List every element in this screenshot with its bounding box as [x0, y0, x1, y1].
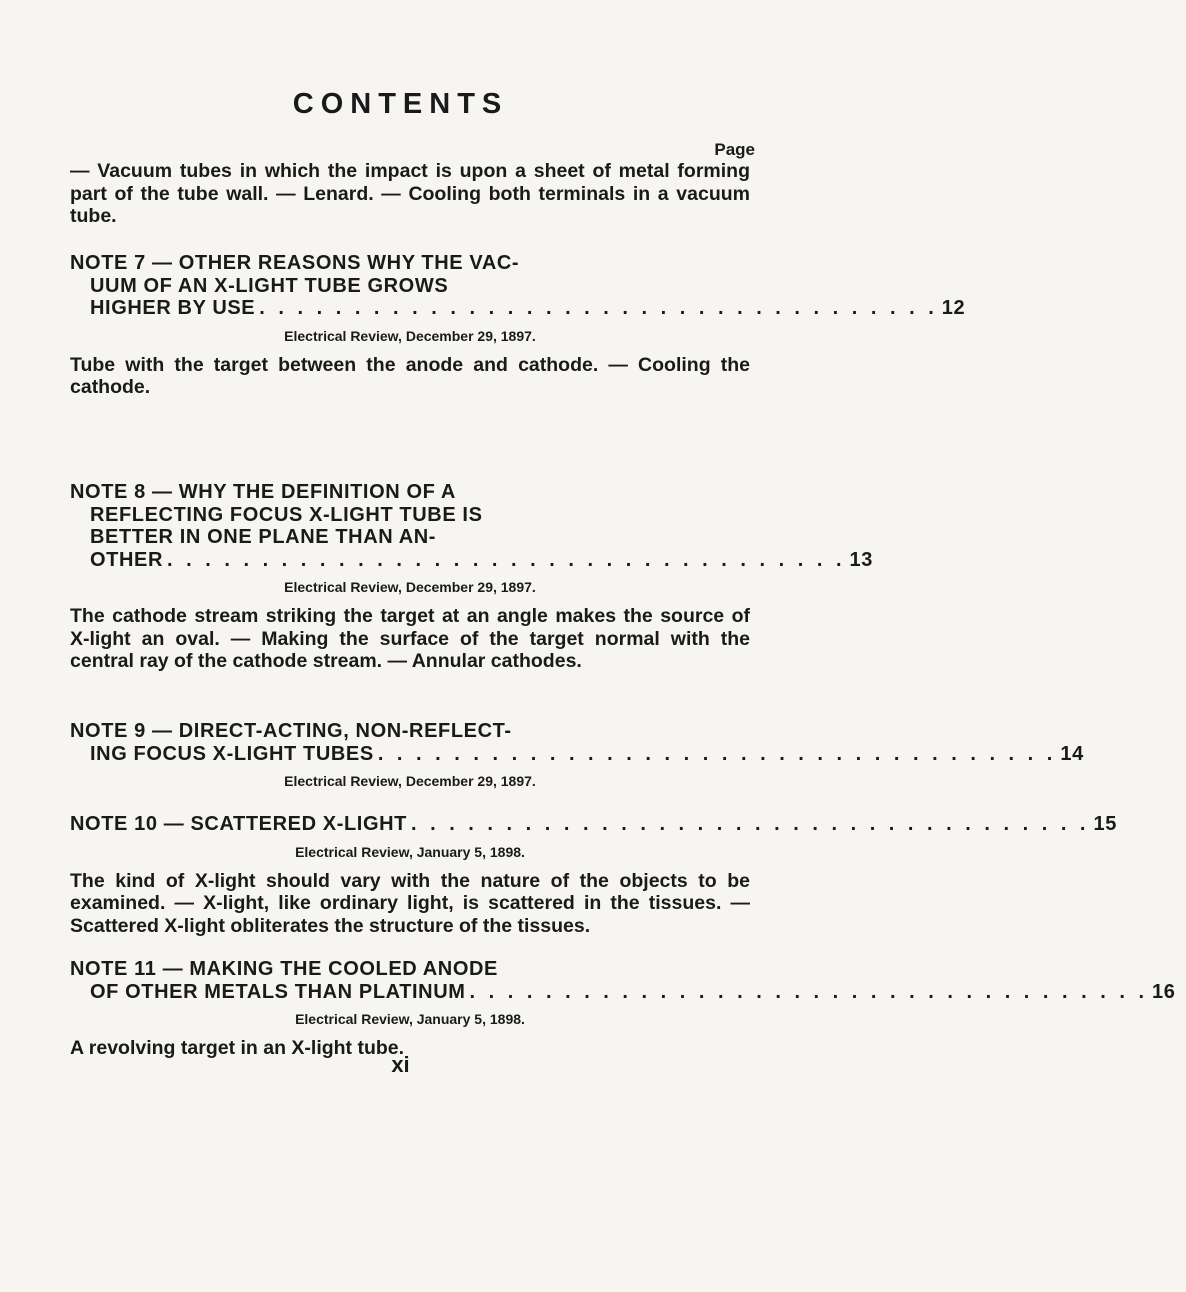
page-number: 13 — [849, 548, 873, 571]
page-column-label: Page — [714, 140, 755, 159]
note-heading-line: OF OTHER METALS THAN PLATINUM — [90, 980, 466, 1003]
note-heading-line: NOTE 8 — WHY THE DEFINITION OF A — [70, 481, 456, 503]
note-10 — [70, 813, 1117, 937]
note-heading-line: NOTE 10 — SCATTERED X-LIGHT — [70, 813, 407, 835]
toc-entry-line — [70, 297, 966, 320]
note-heading-line: REFLECTING FOCUS X-LIGHT TUBE IS — [90, 503, 483, 526]
note-heading-line: NOTE 11 — MAKING THE COOLED ANODE — [70, 958, 498, 980]
note-heading — [70, 252, 966, 320]
page-number: 14 — [1060, 742, 1084, 765]
source-citation: Electrical Review, December 29, 1897. — [284, 327, 536, 344]
dot-leader: . . . . . . . . . . . . . . . . . . . . . . . . . . . . . . . . . . . . — [377, 742, 1057, 765]
page-title: CONTENTS — [292, 88, 509, 120]
note-heading — [70, 813, 1117, 836]
source-citation: Electrical Review, January 5, 1898. — [295, 843, 525, 860]
note-summary: The kind of X-light should vary with the nature of the objects to be examined. — X-light, like ordinary light, is scattered in the tissues. — Scattered X-light obliterates the structure of the tissues. — [70, 869, 750, 937]
note-heading-line: BETTER IN ONE PLANE THAN AN- — [90, 526, 437, 548]
note-heading — [70, 481, 873, 571]
note-heading — [70, 720, 1084, 765]
dot-leader: . . . . . . . . . . . . . . . . . . . . . . . . . . . . . . . . . . . . — [259, 297, 938, 319]
note-7 — [70, 252, 966, 399]
intro-paragraph: — Vacuum tubes in which the impact is upon a sheet of metal forming part of the tube wall. — Lenard. — Cooling both terminals in a vacuum tube. — [70, 160, 750, 227]
page-number: 16 — [1152, 980, 1176, 1003]
page-number: 15 — [1093, 813, 1117, 835]
source-citation: Electrical Review, December 29, 1897. — [284, 773, 536, 789]
toc-entry-line — [70, 980, 1176, 1004]
note-summary: Tube with the target between the anode and cathode. — Cooling the cathode. — [70, 353, 750, 398]
page-number: 12 — [941, 297, 966, 319]
note-heading-line: UUM OF AN X-LIGHT TUBE GROWS — [90, 274, 449, 297]
note-summary: A revolving target in an X-light tube. — [70, 1037, 405, 1059]
note-heading-line: OTHER — [90, 548, 163, 571]
note-heading-line: NOTE 7 — OTHER REASONS WHY THE VAC- — [70, 252, 520, 274]
note-heading-line: NOTE 9 — DIRECT-ACTING, NON-REFLECT- — [70, 720, 512, 742]
note-summary: The cathode stream striking the target at an angle makes the source of X-light an oval. — Making the surface of the target normal with the central ray of the cathode stream. — Annular cathodes. — [70, 605, 750, 672]
note-heading — [70, 958, 1176, 1003]
note-heading-line: ING FOCUS X-LIGHT TUBES — [90, 742, 374, 765]
dot-leader: . . . . . . . . . . . . . . . . . . . . . . . . . . . . . . . . . . . . — [410, 813, 1090, 835]
source-citation: Electrical Review, December 29, 1897. — [284, 579, 536, 595]
source-citation: Electrical Review, January 5, 1898. — [295, 1011, 525, 1027]
note-8 — [70, 481, 873, 673]
note-11 — [70, 958, 1176, 1060]
note-9 — [70, 720, 1084, 799]
page-folio: xi — [391, 1052, 410, 1077]
toc-entry-line — [70, 742, 1084, 766]
intro-block — [70, 160, 750, 228]
dot-leader: . . . . . . . . . . . . . . . . . . . . . . . . . . . . . . . . . . . . — [469, 980, 1149, 1003]
toc-entry-line — [70, 813, 1117, 836]
dot-leader: . . . . . . . . . . . . . . . . . . . . . . . . . . . . . . . . . . . . — [167, 548, 846, 571]
toc-entry-line — [70, 548, 873, 572]
note-heading-line: HIGHER BY USE — [90, 297, 256, 319]
